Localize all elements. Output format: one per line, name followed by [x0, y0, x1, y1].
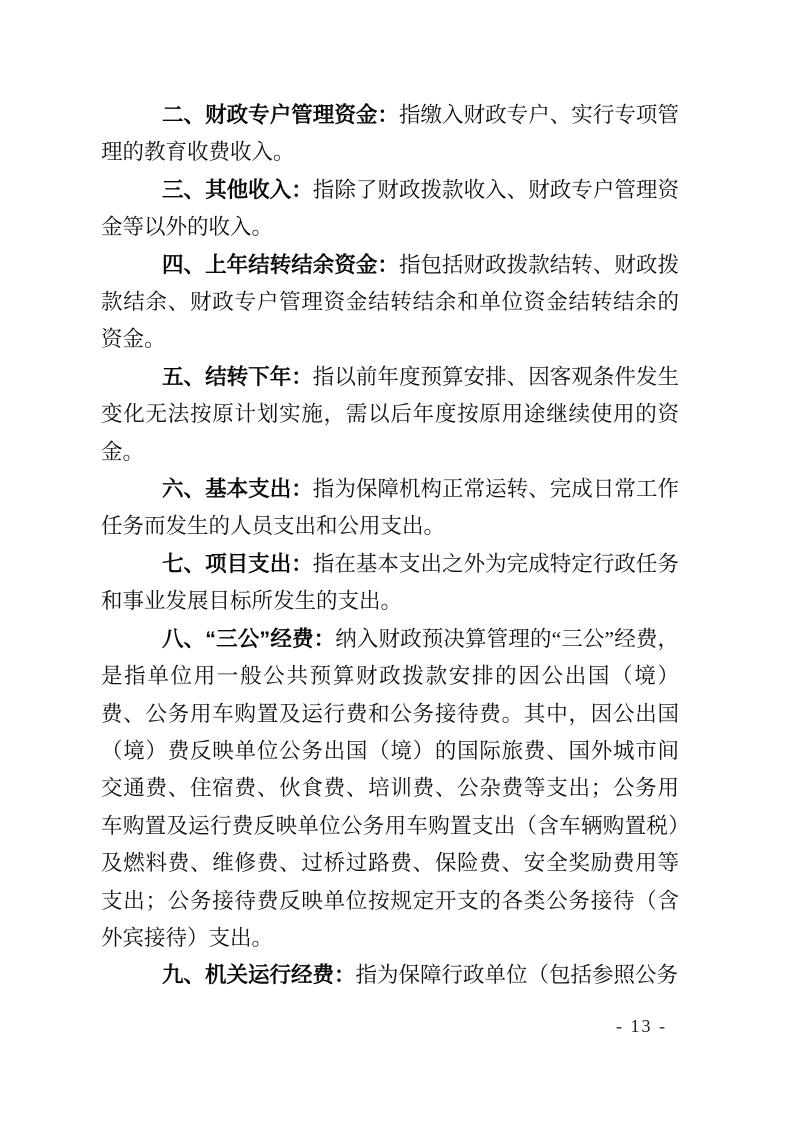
paragraph-term-3	[101, 172, 679, 247]
paragraph-term-7	[101, 546, 679, 621]
term-heading: 二、财政专户管理资金：	[162, 103, 399, 127]
paragraph-term-2	[101, 97, 679, 172]
term-definition: 指以前年度预算安排、因客观条件发生变化无法按原计划实施，需以后年度按原用途继续使用的资金。	[101, 364, 679, 464]
term-definition: 指在基本支出之外为完成特定行政任务和事业发展目标所发生的支出。	[101, 551, 679, 614]
term-heading: 七、项目支出：	[162, 551, 313, 576]
paragraph-term-6	[101, 471, 679, 546]
term-heading: 五、结转下年：	[162, 364, 313, 389]
term-heading: 八、“三公”经费：	[162, 626, 336, 651]
paragraph-term-8	[101, 621, 679, 958]
term-heading: 九、机关运行经费：	[162, 963, 356, 988]
term-definition: 指为保障机构正常运转、完成日常工作任务而发生的人员支出和公用支出。	[101, 477, 679, 539]
term-definition: 纳入财政预决算管理的“三公”经费，是指单位用一般公共预算财政拨款安排的因公出国（境）费、公务用车购置及运行费和公务接待费。其中，因公出国（境）费反映单位公务出国（境）的国际旅费、国外城市间交通费、住宿费、伙食费、培训费、公杂费等支出；公务用车购置及运行费反映单位公务用车购置支出（含车辆购置税）及燃料费、维修费、过桥过路费、保险费、安全奖励费用等支出；公务接待费反映单位按规定开支的各类公务接待（含外宾接待）支出。	[101, 626, 679, 950]
term-definition: 指缴入财政专户、实行专项管理的教育收费收入。	[101, 103, 679, 165]
paragraph-term-5	[101, 359, 679, 471]
term-heading: 六、基本支出：	[162, 477, 313, 502]
document-content	[101, 97, 679, 995]
page-number: - 13 -	[616, 1016, 667, 1036]
term-definition: 指除了财政拨款收入、财政专户管理资金等以外的收入。	[101, 177, 679, 240]
term-heading: 四、上年结转结余资金：	[162, 252, 399, 277]
paragraph-term-4	[101, 247, 679, 359]
term-heading: 三、其他收入：	[162, 177, 313, 202]
term-definition: 指包括财政拨款结转、财政拨款结余、财政专户管理资金结转结余和单位资金结转结余的资金。	[101, 252, 679, 352]
paragraph-term-9	[101, 957, 679, 994]
term-definition: 指为保障行政单位（包括参照公务	[355, 963, 679, 988]
